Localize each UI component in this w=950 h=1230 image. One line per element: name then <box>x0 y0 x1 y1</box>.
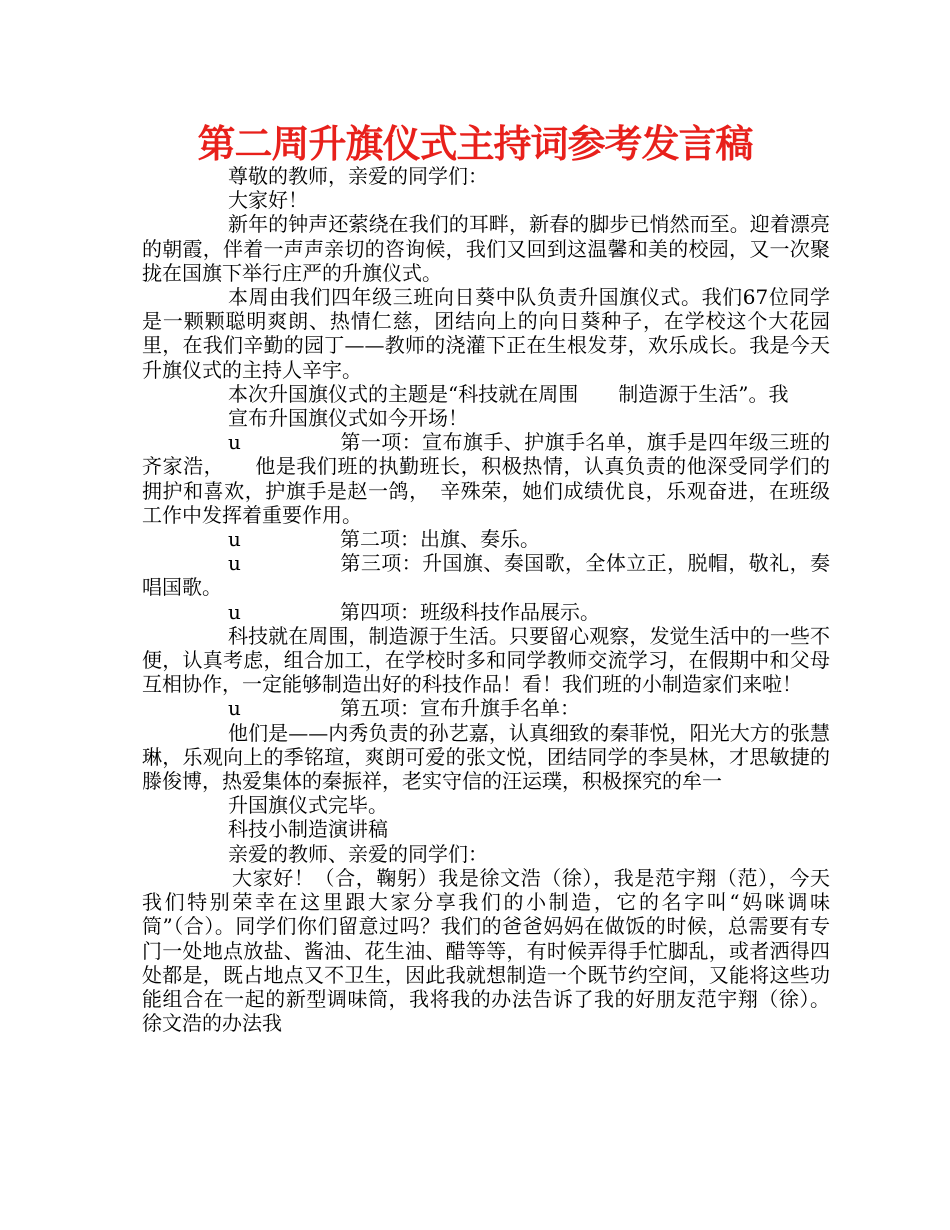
paragraph: 本周由我们四年级三班向日葵中队负责升国旗仪式。我们67位同学是一颗颗聪明爽朗、热情仁慈，团结向上的向日葵种子，在学校这个大花园里，在我们辛勤的园丁——教师的浇灌下正在生根发芽，欢乐成长。我是今天升旗仪式的主持人辛宇。 <box>142 285 830 382</box>
list-item <box>142 551 830 599</box>
list-item <box>142 527 830 551</box>
paragraph: 科技小制造演讲稿 <box>228 817 388 842</box>
paragraph: 尊敬的教师，亲爱的同学们： <box>228 164 488 188</box>
document-title: 第二周升旗仪式主持词参考发言稿 <box>197 122 753 166</box>
list-item-text: 第五项：宣布升旗手名单： <box>340 696 580 721</box>
list-item-text: 第一项：宣布旗手、护旗手名单，旗手是四年级三班的齐家浩， 他是我们班的执勤班长，积极热情，认真负责的他深受同学们的拥护和喜欢，护旗手是赵一鸽， 辛殊荣，她们成绩优良，乐观奋进，在班级工作中发挥着重要作用。 <box>142 430 830 527</box>
list-item-text: 第三项：升国旗、奏国歌，全体立正，脱帽，敬礼，奏唱国歌。 <box>142 551 830 600</box>
list-item <box>142 600 830 624</box>
list-bullet: u <box>228 599 241 624</box>
document-body <box>142 164 830 1035</box>
list-bullet: u <box>228 430 241 455</box>
list-item <box>142 696 830 720</box>
paragraph: 科技就在周围，制造源于生活。只要留心观察，发觉生活中的一些不便，认真考虑，组合加工，在学校时多和同学教师交流学习，在假期中和父母互相协作，一定能够制造出好的科技作品！看！我们班的小制造家们来啦！ <box>142 623 830 697</box>
paragraph: 升国旗仪式完毕。 <box>228 793 388 818</box>
list-item-text: 第四项：班级科技作品展示。 <box>340 599 600 624</box>
paragraph: 大家好！ <box>228 188 308 213</box>
paragraph: 宣布升国旗仪式如今开场！ <box>228 406 468 431</box>
list-bullet: u <box>228 527 241 552</box>
list-bullet: u <box>228 696 241 721</box>
list-item-text: 第二项：出旗、奏乐。 <box>340 527 540 552</box>
list-item <box>142 430 830 527</box>
paragraph: 大家好！（合，鞠躬）我是徐文浩（徐），我是范宇翔（范），今天我们特别荣幸在这里跟大家分享我们的小制造，它的名字叫“妈咪调味筒”（合）。同学们你们留意过吗？我们的爸爸妈妈在做饭的时候，总需要有专门一处地点放盐、酱油、花生油、醋等等，有时候弄得手忙脚乱，或者洒得四处都是，既占地点又不卫生，因此我就想制造一个既节约空间，又能将这些功能组合在一起的新型调味筒，我将我的办法告诉了我的好朋友范宇翔（徐）。徐文浩的办法我 <box>142 865 830 1036</box>
list-bullet: u <box>228 551 241 576</box>
paragraph: 亲爱的教师、亲爱的同学们： <box>228 841 488 866</box>
paragraph: 新年的钟声还萦绕在我们的耳畔，新春的脚步已悄然而至。迎着漂亮的朝霞，伴着一声声亲切的咨询候，我们又回到这温馨和美的校园，又一次聚拢在国旗下举行庄严的升旗仪式。 <box>142 212 830 285</box>
paragraph: 本次升国旗仪式的主题是“科技就在周围 制造源于生活”。我 <box>228 381 789 406</box>
paragraph: 他们是——内秀负责的孙艺嘉，认真细致的秦菲悦，阳光大方的张慧琳，乐观向上的季铭瑄，爽朗可爱的张文悦，团结同学的李昊林，才思敏捷的滕俊博，热爱集体的秦振祥，老实守信的汪运璞，积极探究的牟一 <box>142 720 830 794</box>
